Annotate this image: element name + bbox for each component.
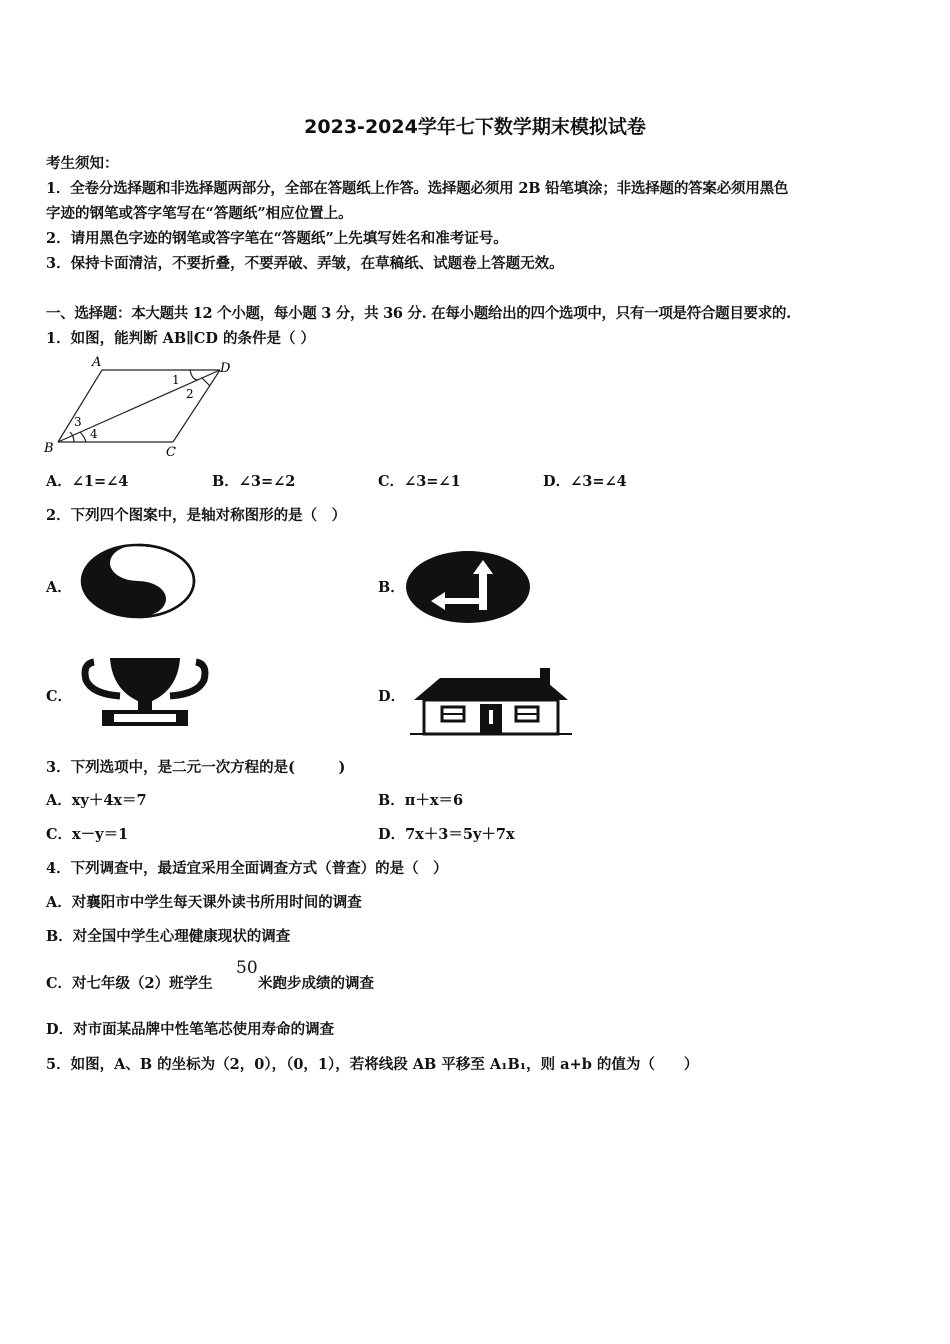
q1-stem: 1．如图，能判断 AB∥CD 的条件是（ ） xyxy=(46,330,316,347)
q4-option-b[interactable]: B．对全国中学生心理健康现状的调查 xyxy=(46,928,291,945)
q4-option-d[interactable]: D．对市面某品牌中性笔笔芯使用寿命的调查 xyxy=(46,1021,335,1038)
q3-option-b[interactable]: B．π＋x＝6 xyxy=(378,792,464,809)
section-heading: 一、选择题：本大题共 12 个小题，每小题 3 分，共 36 分. 在每小题给出的四个选项中，只有一项是符合题目要求的. xyxy=(46,305,791,322)
q3-option-a[interactable]: A．xy＋4x＝7 xyxy=(46,792,147,809)
q1-option-c[interactable]: C．∠3=∠1 xyxy=(378,473,461,490)
q3-stem: 3．下列选项中，是二元一次方程的是( ) xyxy=(46,759,346,776)
label-B: B xyxy=(44,441,54,456)
q2-option-a-label[interactable]: A． xyxy=(46,579,72,596)
q5-stem: 5．如图，A、B 的坐标为（2，0），（0，1），若将线段 AB 平移至 A₁B₁，则 a+b 的值为（ ） xyxy=(46,1056,699,1073)
turn-arrow-sign-icon[interactable] xyxy=(405,550,531,624)
q1-option-b[interactable]: B．∠3=∠2 xyxy=(212,473,296,490)
house-icon[interactable] xyxy=(410,666,572,736)
q4-option-c-number: 50 xyxy=(236,958,258,978)
label-A: A xyxy=(92,355,102,370)
q2-option-c-label[interactable]: C． xyxy=(46,688,73,705)
label-C: C xyxy=(166,445,176,460)
notice-item-2: 2．请用黑色字迹的钢笔或答字笔在“答题纸”上先填写姓名和准考证号。 xyxy=(46,230,508,247)
q2-option-b-label[interactable]: B． xyxy=(378,579,405,596)
yin-yang-icon[interactable] xyxy=(80,543,196,619)
q4-stem: 4．下列调查中，最适宜采用全面调查方式（普查）的是（ ） xyxy=(46,860,448,877)
angle-3-label: 3 xyxy=(74,415,82,429)
q3-option-d[interactable]: D．7x＋3＝5y＋7x xyxy=(378,826,515,843)
label-D: D xyxy=(220,361,231,376)
angle-2-label: 2 xyxy=(186,387,194,401)
angle-1-label: 1 xyxy=(172,373,180,387)
notice-item-3: 3．保持卡面清洁，不要折叠，不要弄破、弄皱，在草稿纸、试题卷上答题无效。 xyxy=(46,255,564,272)
q3-option-c[interactable]: C．x－y＝1 xyxy=(46,826,129,843)
q4-option-c-suffix[interactable]: 米跑步成绩的调查 xyxy=(258,975,374,992)
q1-parallelogram-figure xyxy=(40,352,240,460)
q2-option-d-label[interactable]: D． xyxy=(378,688,406,705)
notice-item-1-line-1: 1．全卷分选择题和非选择题两部分，全部在答题纸上作答。选择题必须用 2B 铅笔填涂；非选择题的答案必须用黑色 xyxy=(46,180,789,197)
q4-option-c-prefix[interactable]: C．对七年级（2）班学生 xyxy=(46,975,213,992)
notice-item-1-line-2: 字迹的钢笔或答字笔写在“答题纸”相应位置上。 xyxy=(46,205,353,222)
notice-heading: 考生须知： xyxy=(46,155,119,172)
angle-4-label: 4 xyxy=(90,427,98,441)
q1-option-a[interactable]: A．∠1=∠4 xyxy=(46,473,129,490)
q4-option-a[interactable]: A．对襄阳市中学生每天课外读书所用时间的调查 xyxy=(46,894,362,911)
trophy-icon[interactable] xyxy=(80,654,210,730)
q1-option-d[interactable]: D．∠3=∠4 xyxy=(543,473,627,490)
page-title: 2023-2024学年七下数学期末模拟试卷 xyxy=(304,116,646,138)
q2-stem: 2．下列四个图案中，是轴对称图形的是（ ） xyxy=(46,507,347,524)
